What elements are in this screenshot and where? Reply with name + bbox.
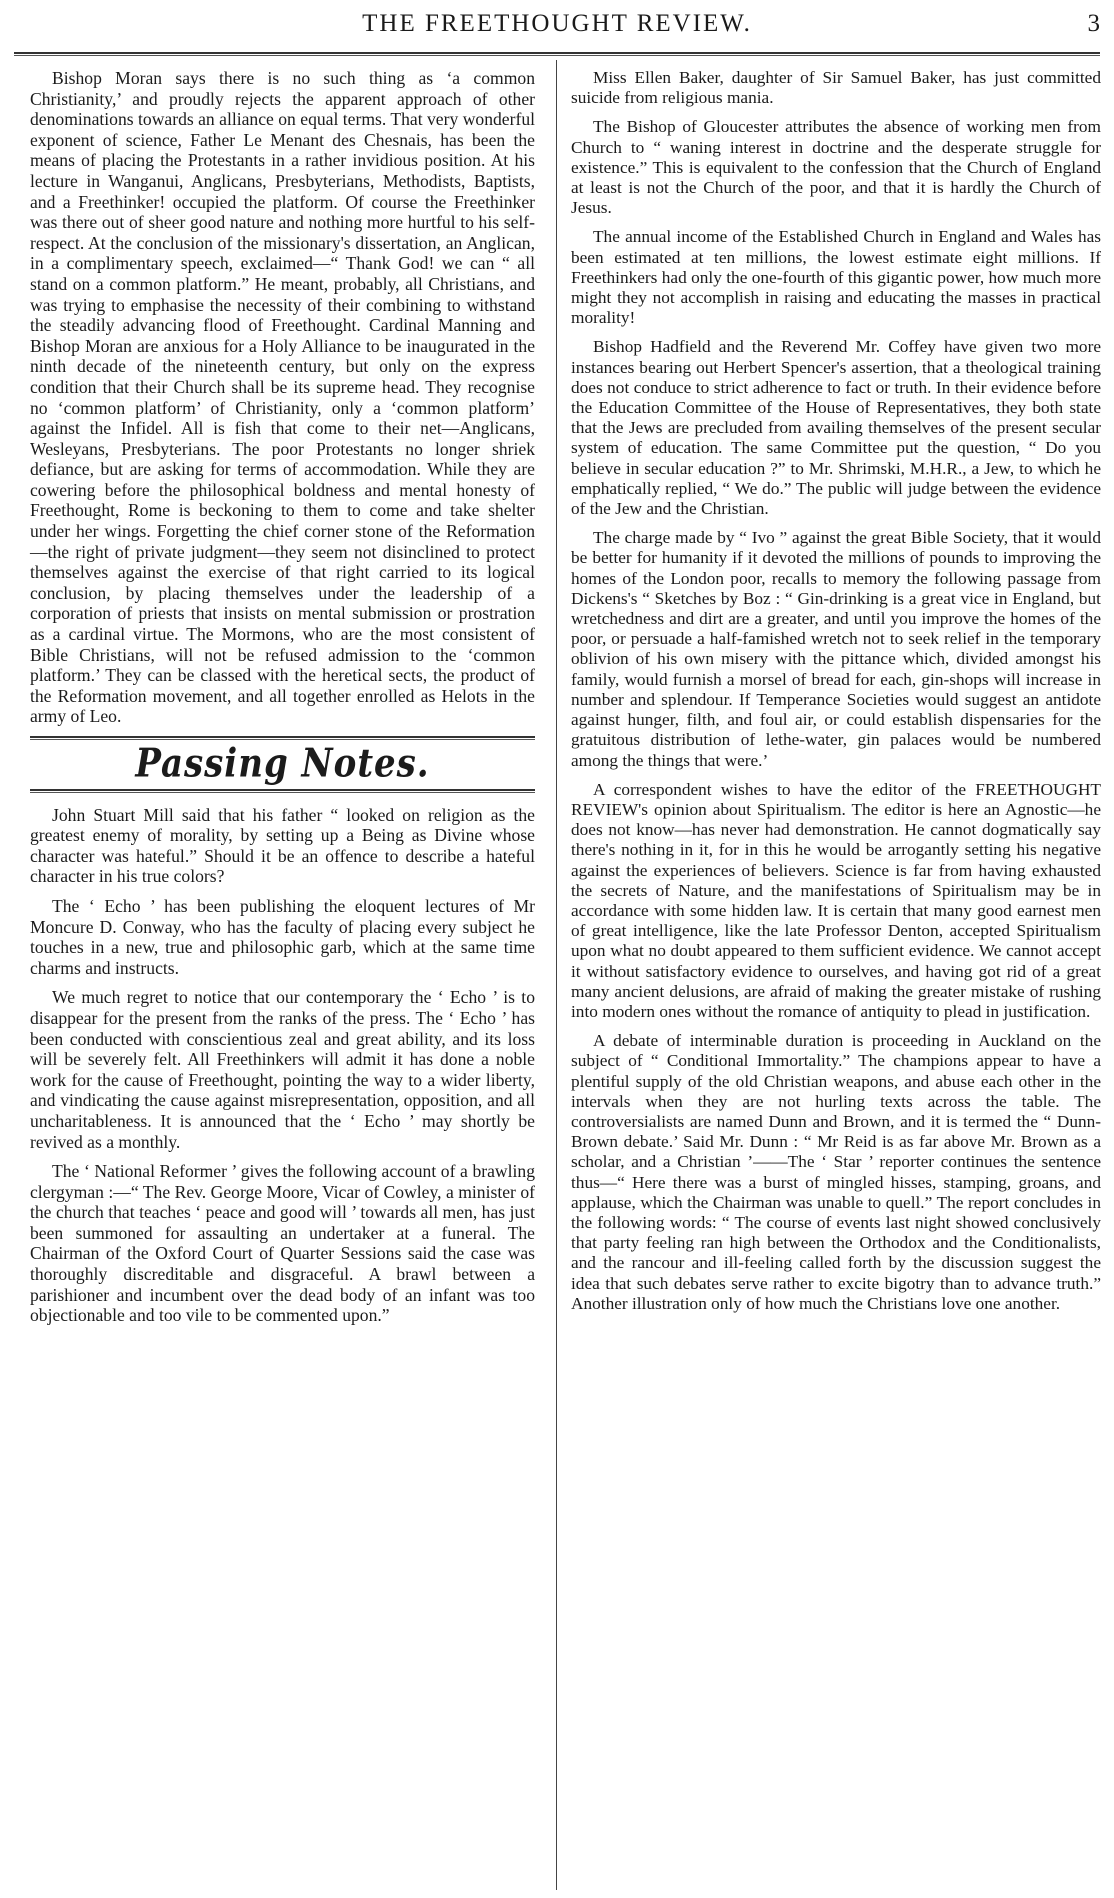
section-rule: [30, 736, 535, 740]
note-paragraph: The charge made by “ Ivo ” against the great Bible Society, that it would be better for humanity if it devoted the millions of pounds to improving the homes of the London poor, recalls to memory the following passage from Dickens's “ Sketches by Boz : “ Gin-drinking is a great vice in England, but wretchedness and dirt are a greater, and until you improve the homes of the poor, or persuade a half-famished wretch not to seek relief in the temporary oblivion of his own misery with the pittance which, divided amongst his family, would furnish a morsel of bread for each, gin-shops will increase in number and splendour. If Temperance Societies would suggest an antidote against hunger, filth, and foul air, or could establish dispensaries for the gratuitous distribution of lethe-water, gin palaces would be numbered among the things that were.’: [571, 528, 1101, 770]
page-header: [14, 6, 1100, 46]
column-divider: [556, 60, 557, 1890]
left-column: [30, 68, 535, 1335]
note-paragraph: The annual income of the Established Church in England and Wales has been estimated at ten millions, the lowest estimate eight millions. If Freethinkers had only the one-fourth of this gigantic power, how much more might they not accomplish in raising and educating the masses in practical morality!: [571, 227, 1101, 328]
right-column: [571, 68, 1101, 1319]
note-paragraph: A correspondent wishes to have the editor of the FREETHOUGHT REVIEW's opinion about Spiritualism. The editor is here an Agnostic—he does not know—has never had demonstration. He cannot dogmatically say there's nothing in it, for in this he would be arrogantly setting his negative against the experiences of believers. Science is far from having exhausted the secrets of Nature, and the manifestations of Spiritualism may be in accordance with some hidden law. It is certain that many good earnest men of great intelligence, like the late Professor Denton, accepted Spiritualism upon what no doubt appeared to them sufficient evidence. We cannot accept it without satisfactory evidence to ourselves, and having got rid of a great many ancient delusions, are afraid of making the greater mistake of rushing into modern ones without the romance of antiquity to plead in justification.: [571, 779, 1101, 1021]
note-paragraph: The ‘ National Reformer ’ gives the following account of a brawling clergyman :—“ The Rev. George Moore, Vicar of Cowley, a minister of the church that teaches ‘ peace and good will ’ towards all men, has just been summoned for assaulting an undertaker at a funeral. The Chairman of the Oxford Court of Quarter Sessions said the case was thoroughly discreditable and disgraceful. A brawl between a parishioner and incumbent over the dead body of an infant was too objectionable and too vile to be commented upon.”: [30, 1161, 535, 1326]
running-title: THE FREETHOUGHT REVIEW.: [362, 10, 752, 37]
note-paragraph: Bishop Hadfield and the Reverend Mr. Coffey have given two more instances bearing out Herbert Spencer's assertion, that a theological training does not conduce to strict adherence to fact or truth. In their evidence before the Education Committee of the House of Representatives, they both state that the Jews are precluded from availing themselves of the present secular system of education. The same Committee put the question, “ Do you believe in secular education ?” to Mr. Shrimski, M.H.R., a Jew, to which he emphatically replied, “ We do.” The public will judge between the evidence of the Jew and the Christian.: [571, 337, 1101, 519]
note-paragraph: John Stuart Mill said that his father “ looked on religion as the greatest enemy of morality, by setting up a Being as Divine whose character was hateful.” Should it be an offence to describe a hateful character in his true colors?: [30, 804, 535, 887]
note-paragraph: We much regret to notice that our contemporary the ‘ Echo ’ is to disappear for the present from the ranks of the press. The ‘ Echo ’ has been conducted with conscientious zeal and great ability, and its loss will be severely felt. All Freethinkers will admit it has done a noble work for the cause of Freethought, pointing the way to a wider liberty, and vindicating the cause against misrepresentation, opposition, and all uncharitableness. It is announced that the ‘ Echo ’ may shortly be revived as a monthly.: [30, 987, 535, 1152]
page-number: 3: [1087, 10, 1100, 37]
note-paragraph: Miss Ellen Baker, daughter of Sir Samuel Baker, has just committed suicide from religious mania.: [571, 68, 1101, 108]
section-title: Passing Notes.: [135, 740, 430, 787]
header-rule: [14, 52, 1100, 56]
article-paragraph: Bishop Moran says there is no such thing as ‘a common Christianity,’ and proudly rejects the apparent approach of other denominations towards an alliance on equal terms. That very wonderful exponent of science, Father Le Menant des Chesnais, has been the means of placing the Protestants in a rather invidious position. At his lecture in Wanganui, Anglicans, Presbyterians, Methodists, Baptists, and a Freethinker! occupied the platform. Of course the Freethinker was there out of sheer good nature and nothing more hurtful to his self-respect. At the conclusion of the missionary's dissertation, an Anglican, in a complimentary speech, exclaimed—“ Thank God! we can “ all stand on a common platform.” He meant, probably, all Christians, and was trying to emphasise the necessity of their combining to withstand the steadily advancing flood of Freethought. Cardinal Manning and Bishop Moran are anxious for a Holy Alliance to be inaugurated in the ninth decade of the nineteenth century, but only on the express condition that their Church shall be its supreme head. They recognise no ‘common platform’ of Christianity, only a ‘common platform’ against the Infidel. All is fish that come to their net—Anglicans, Wesleyans, Presbyterians. The poor Protestants no longer shriek defiance, but are asking for terms of accommodation. While they are cowering before the philosophical boldness and mental honesty of Freethought, Rome is beckoning to them to come and take shelter under her wings. Forgetting the chief corner stone of the Reformation—the right of private judgment—they seem not disinclined to protect themselves against the exercise of that right carried to its logical conclusion, by placing themselves under the leadership of a corporation of priests that insists on mental submission or prostration as a cardinal virtue. The Mormons, who are the most consistent of Bible Christians, will not be refused admission to the ‘common platform.’ They can be classed with the heretical sects, the product of the Reformation movement, and all together enrolled as Helots in the army of Leo.: [30, 68, 535, 727]
note-paragraph: The Bishop of Gloucester attributes the absence of working men from Church to “ waning interest in doctrine and the desperate struggle for existence.” This is equivalent to the confession that the Church of England at least is not the Church of the poor, and that it is hardly the Church of Jesus.: [571, 117, 1101, 218]
note-paragraph: The ‘ Echo ’ has been publishing the eloquent lectures of Mr Moncure D. Conway, who has the faculty of placing every subject he touches in a new, true and philosophic garb, which at the same time charms and instructs.: [30, 895, 535, 978]
note-paragraph: A debate of interminable duration is proceeding in Auckland on the subject of “ Conditional Immortality.” The champions appear to have a plentiful supply of the old Christian weapons, and abuse each other in the intervals when they are not hurling texts across the table. The controversialists are named Dunn and Brown, and it is termed the “ Dunn-Brown debate.’ Said Mr. Dunn : “ Mr Reid is as far above Mr. Brown as a scholar, and a Christian ’——The ‘ Star ’ reporter continues the sentence thus—“ Here there was a burst of mingled hisses, stamping, groans, and applause, which the Chairman was unable to quell.” The report concludes in the following words: “ The course of events last night showed conclusively that party feeling ran high between the Orthodox and the Conditionalists, and the rancour and ill-feeling called forth by the discussion suggest the idea that such debates serve rather to excite bigotry than to advance truth.” Another illustration only of how much the Christians love one another.: [571, 1031, 1101, 1313]
section-rule: [30, 789, 535, 793]
